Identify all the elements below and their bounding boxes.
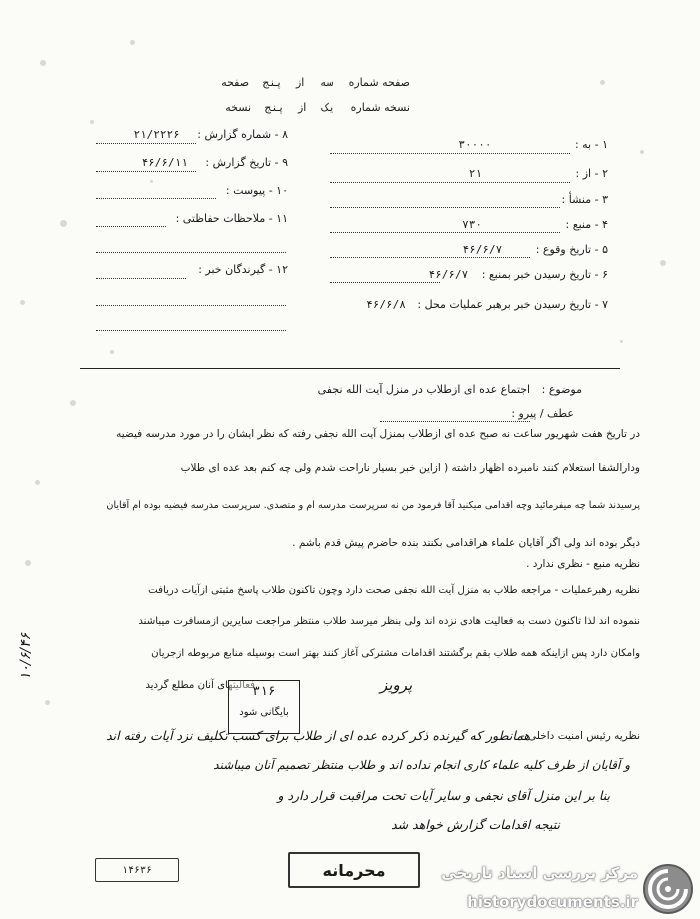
bottom-number-text: ۱۴۶۳۶ (121, 864, 153, 876)
body-line: پرسیدند شما چه میفرمائید وچه اقدامی میکنید آقا فرمود من نه سرپرست مدرسه ام و متصدی. سرپرست مدرسه فیضیه بوده ام آقایان (106, 500, 640, 511)
field-report-number (133, 128, 288, 141)
archive-stamp (228, 680, 300, 734)
handwritten-line: بنا بر این منزل آقای نجفی و سایر آیات تحت مراقبت قرار دارد و (277, 788, 610, 803)
field-attachment (226, 184, 288, 197)
handwritten-line: نتیجه اقدامات گزارش خواهد شد (391, 817, 560, 832)
leader-opinion-line: نظریه رهبرعملیات - مراجعه طلاب به منزل آیت الله نجفی صحت دارد وچون تاکنون طلاب پاسخ مثبتی ازآیات دریافت (148, 585, 640, 596)
field-security-notes (176, 212, 288, 225)
body-line: ودارالشفا استعلام کنند نامبرده اظهار داشته ( ازاین خبر بسیار ناراحت شدم ولی چه کنم بعد عده ای طلاب (180, 462, 640, 474)
field-value: ۴۶/۶/۸ (366, 298, 406, 311)
history-logo-icon (642, 863, 694, 915)
field-label: ۱ - به : (574, 138, 608, 151)
separator-line (80, 368, 620, 369)
field-label: ۲ - از : (575, 167, 608, 180)
field-received-source-date (428, 268, 608, 281)
field-value: ۴۶/۶/۷ (462, 243, 503, 256)
field-from (469, 167, 608, 180)
field-event-date (462, 243, 608, 256)
leader-signature: پرویز (380, 676, 413, 694)
leader-opinion-line: فعالیتهای آنان مطلع گردید (145, 680, 255, 691)
field-value: ۳۰۰۰۰ (458, 138, 492, 151)
security-chief-label: نظریه رئیس امنیت داخلی - (520, 730, 640, 742)
field-label: ۴ - منبع : (565, 218, 608, 231)
archive-stamp-number: ۳۱۶ (252, 684, 276, 699)
field-received-leader-date (366, 298, 608, 311)
bottom-number-box (95, 858, 179, 882)
watermark (410, 858, 700, 919)
field-source (462, 218, 608, 231)
copy-number-value: یک (321, 101, 336, 114)
followup-label: عطف / پیرو : (511, 407, 574, 420)
handwritten-line: همانطور که گیرنده ذکر کرده عده ای از طلاب برای کسب تکلیف نزد آیات رفته اند (106, 728, 530, 743)
field-report-date (142, 156, 288, 169)
margin-note: ۱۰/۶/۴۶ (18, 632, 34, 680)
page-number-unit: صفحه (221, 76, 250, 89)
field-value: ۲۱ (468, 167, 483, 180)
watermark-title: مرکز بررسی اسناد تاریخی (441, 864, 638, 882)
field-label: ۸ - شماره گزارش : (197, 128, 288, 141)
source-opinion: نظریه منبع - نظری ندارد . (526, 558, 640, 570)
copy-number-row (225, 101, 410, 114)
confidential-stamp (288, 852, 420, 888)
watermark-url: historydocuments.ir (467, 893, 638, 911)
page-number-label: صفحه شماره (348, 76, 410, 89)
copy-number-of: پنج (264, 101, 285, 114)
followup-row (511, 407, 574, 420)
page-number-from: از (295, 76, 305, 89)
handwritten-line: و آقایان از طرف کلیه علماء کاری انجام نداده اند و طلاب منتظر تصمیم آنان میباشند (213, 758, 630, 772)
copy-number-label: نسخه شماره (350, 101, 410, 114)
field-label: ۵ - تاریخ وقوع : (535, 243, 608, 256)
copy-number-unit: نسخه (225, 101, 252, 114)
subject-label: موضوع : (541, 383, 582, 396)
field-label: ۱۰ - پیوست : (225, 184, 288, 197)
field-value: ۴۶/۶/۱۱ (141, 156, 188, 169)
field-label: ۳ - منشأ : (561, 193, 608, 206)
leader-opinion-line: ننموده اند لذا تاکنون دست به فعالیت هادی نزده اند ولی بنظر میرسد طلاب منتظر مراجعت سایرین ازمسافرت میباشند (138, 616, 640, 627)
page-number-value: سه (319, 76, 334, 89)
body-line: در تاریخ هفت شهریور ساعت نه صبح عده ای ازطلاب بمنزل آیت الله نجفی رفته که نظر ایشان را در مورد مدرسه فیضیه (116, 428, 640, 440)
field-label: ۱۲ - گیرندگان خبر : (198, 263, 288, 276)
field-value: ۷۳۰ (462, 218, 483, 231)
field-recipients (198, 263, 288, 276)
page-number-row (221, 76, 410, 89)
field-value: ۲۱/۲۲۲۶ (133, 128, 180, 141)
confidential-stamp-text: محرمانه (322, 860, 386, 880)
field-value: ۴۶/۶/۷ (428, 268, 469, 281)
field-label: ۷ - تاریخ رسیدن خبر برهبر عملیات محل : (417, 298, 608, 311)
field-label: ۶ - تاریخ رسیدن خبر بمنبع : (481, 268, 608, 281)
field-label: ۹ - تاریخ گزارش : (205, 156, 288, 169)
archive-stamp-label: بایگانی شود (239, 707, 289, 718)
leader-opinion-line: وامکان دارد پس ازاینکه همه طلاب بقم برگشتند اقدامات مشترکی آغاز کنند بهتر است بوسیله منابع مربوطه ازجریان (151, 648, 640, 659)
subject-value: اجتماع عده ای ازطلاب در منزل آیت الله نجفی (317, 383, 531, 396)
copy-number-from: از (298, 101, 307, 114)
page-number-of: پنج (262, 76, 283, 89)
subject-row (318, 383, 582, 396)
field-label: ۱۱ - ملاحظات حفاظتی : (175, 212, 288, 225)
field-to (458, 138, 608, 151)
body-line: دیگر بوده اند ولی اگر آقایان علماء هراقدامی بکنند بنده حاضرم پیش قدم باشم . (292, 537, 640, 549)
field-origin (562, 193, 608, 206)
